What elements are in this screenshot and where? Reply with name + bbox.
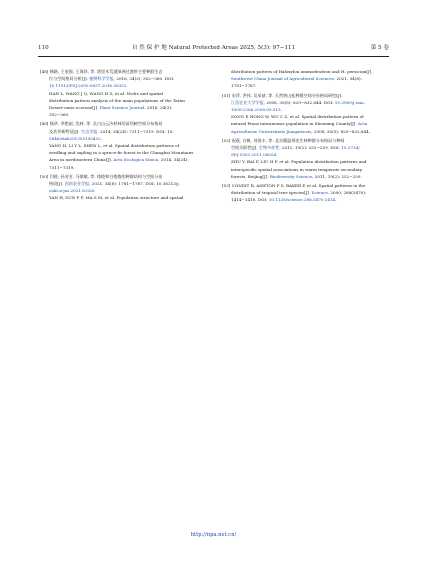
reference-text: , 2014, 34(24): 7311−7319. DOI: 10. [97,128,174,134]
reference-link[interactable]: 生物多样性 [258,145,280,151]
reference-text: forests, Beijing[J]. [231,173,270,179]
running-header [38,43,389,53]
reference-text: . [335,197,337,203]
reference-text: 1414−1418. DOI: [231,197,269,203]
reference-line [40,173,210,180]
reference-text: distribution pattern analysis of the main populations of the Tarim [49,97,185,103]
reference-line [222,92,392,99]
reference-link[interactable]: Southwest China Journal of Agricultural Sciences [231,76,334,82]
reference-line [40,120,210,127]
reference-text: YANG H, LI Y L, SHEN L, et al. Spatial distribution patterns of [49,143,180,149]
reference-text: ZHU Y, BAI F, LIU H F, et al. Population distribution patterns and [231,159,367,165]
reference-text: interspecific spatial associations in warm temperate secondary [231,166,363,172]
reference-line [222,196,392,203]
reference-link[interactable]: 1000-2286.2008.05.015 [231,107,281,113]
reference-text: seedling and sapling in a spruce-fir forest in the Changbai Mountains [49,150,194,156]
references-left-column [40,68,210,204]
reference-text: 格局[J]. [49,181,65,187]
reference-text: . [93,188,96,194]
reference-line [222,158,392,165]
reference-text: [53] CONDIT R, ASHTON P S, BAKER P, et al. Spatial patterns in the [222,183,366,189]
reference-line [40,135,210,142]
reference-text: 7311−7319. [49,164,75,170]
reference-entry [222,68,392,90]
reference-text: , 2000, 288(5470): [327,190,367,196]
reference-line [40,104,210,111]
reference-link[interactable]: Acta [357,121,368,127]
reference-line [40,164,210,171]
reference-text: 1781−1787. [231,83,257,89]
references-right-column [222,68,392,206]
reference-line [222,99,392,106]
reference-text: [52] 祝燕, 白帆, 刘海丰, 等. 北京暖温带次生林种群分布格局与种间 [222,137,345,143]
reference-link[interactable]: SP.J.1003.2011.08024 [231,152,277,158]
reference-line [40,142,210,149]
reference-link[interactable]: Agriculturae Universitatis Jiangxiensis [231,128,312,134]
reference-link[interactable]: Science [311,190,328,196]
reference-text: , 2021, 34(8): 1781−1787. DOI: 10.16213/j. [89,181,180,187]
reference-text: distribution pattern of Haloxylon ammodendron and H. persicum[J]. [231,69,373,74]
reference-line [40,187,210,194]
reference-text: 352−360. [49,112,70,118]
reference-line [222,128,392,135]
reference-link[interactable]: Biodiversity Science [269,173,313,179]
reference-text: , 2011, 19(2): 252−259. DOI: [279,145,342,151]
reference-text: , 2008, 30(5): 829−832,844. [311,128,371,134]
header-rule [38,56,389,57]
reference-link[interactable]: 植物科学学报 [89,76,114,82]
reference-text: 空间关联性[J]. [231,145,259,151]
reference-text: . [126,83,128,89]
reference-link[interactable]: 10.3724/ [341,145,360,151]
reference-link[interactable]: 10.3969/j.issn. [334,99,366,105]
reference-text: SONG P, HONG W, WU C Z, et al. Spatial distribution pattern of [231,114,364,120]
reference-text: , 2008, 30(5): 829−832,844. DOI: [263,99,335,105]
reference-line [222,189,392,196]
journal-citation: 自 然 保 护 地 Natural Protected Areas 2025, 5(3): 97−111 [131,45,296,51]
reference-text: [51] 宋萍, 洪伟, 吴承祯, 等. 天然黄山松种群空间分布格局研究[J]. [222,92,343,98]
reference-line [222,137,392,144]
reference-link[interactable]: cnki.scjas.2021.8.028 [49,188,94,194]
reference-link[interactable]: 10.11913/PSJ.2095-0837.2016.30352 [49,83,127,89]
reference-text: , 2011, 19(2): 252−259. [312,173,362,179]
reference-entry [40,68,210,118]
reference-entry [40,120,210,170]
reference-text: [50] 闫媛, 孙芳芳, 马焕敏, 等. 梭梭和白梭梭的种群结构与空间分布 [40,173,163,179]
reference-line [222,144,392,151]
reference-line [40,194,210,201]
reference-text: . [276,152,278,158]
reference-text: , 2021, 34(8): [333,76,362,82]
reference-line [222,106,392,113]
reference-line [40,111,210,118]
reference-text: 位与空间格局分析[J]. [49,76,90,82]
reference-text: [49] 杨华, 李艳丽, 沈林, 等. 长白山云冷杉林幼苗幼树空间分布格局 [40,121,163,127]
reference-text: [48] 韩路, 王家强, 王海珍, 等. 塔里木荒漠绿洲过渡带主要种群生态 [40,69,163,74]
reference-line [40,149,210,156]
reference-text: . [280,107,282,113]
reference-link[interactable]: 西南农业学报 [64,181,90,187]
reference-line [40,82,210,89]
reference-link[interactable]: 江西农业大学学报 [231,99,264,105]
reference-entry [222,137,392,180]
reference-line [40,156,210,163]
reference-line [222,120,392,127]
reference-line [40,180,210,187]
reference-text: . [100,135,103,141]
reference-link[interactable]: 5846/stxb201305150432 [49,135,101,141]
reference-line [40,75,210,82]
reference-text: Area in northeastern China[J]. [49,157,114,163]
reference-text: , 2016, 34(3): [144,105,173,111]
reference-line [222,182,392,189]
reference-entry [40,173,210,202]
page-number: 110 [38,45,49,51]
reference-text: YAN H, SUN F F, MA S M, et al. Population structure and spatial [49,195,184,201]
reference-text: , 2014, 34(24): [158,157,189,163]
reference-text: distribution of tropical tree species[J]. [231,190,312,196]
reference-line [222,82,392,89]
reference-link[interactable]: 10.1126/science.288.5470.1414 [268,197,336,203]
reference-line [40,128,210,135]
reference-line [222,173,392,180]
reference-line [40,97,210,104]
reference-line [40,68,210,75]
reference-text: HAN L, WANG J Q, WANG H Z, et al. Niche and spatial [49,90,164,96]
reference-line [222,68,392,75]
reference-text: 及其更新特征[J]. [49,128,81,134]
footer-url[interactable]: http://npa.net.cn/ [190,532,237,538]
reference-line [40,90,210,97]
reference-link[interactable]: 生态学报 [81,128,98,134]
reference-entry [222,182,392,204]
reference-line [222,166,392,173]
reference-entry [222,92,392,135]
reference-text: , 2016, 34(3): 352−360. DOI: [113,76,175,82]
reference-link[interactable]: Plant Science Journal [99,105,145,111]
volume-label: 第 5 卷 [370,45,389,51]
reference-text: natural Pinus taiwanensis population in Shouning County[J]. [231,121,358,127]
reference-link[interactable]: Acta Ecologica Sinica [113,157,159,163]
reference-line [222,75,392,82]
reference-line [222,113,392,120]
reference-line [222,151,392,158]
reference-text: Desert-oasis ecotone[J]. [49,105,100,111]
